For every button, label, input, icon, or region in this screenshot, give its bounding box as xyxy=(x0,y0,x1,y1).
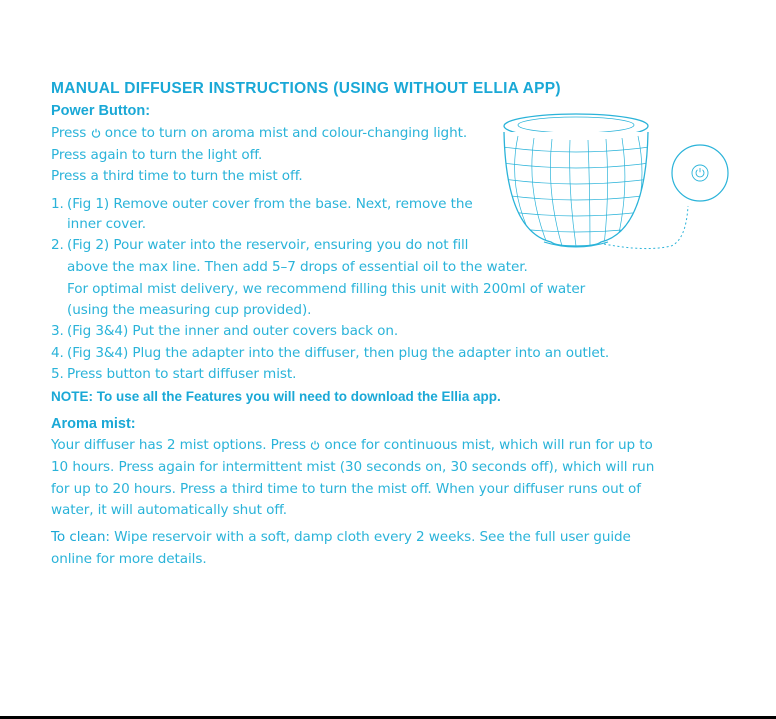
clean-label: To clean: xyxy=(51,529,110,545)
power-icon xyxy=(91,128,101,138)
power-icon xyxy=(310,440,320,450)
instructions-title: MANUAL DIFFUSER INSTRUCTIONS (USING WITHOUT ELLIA APP) xyxy=(51,80,561,97)
step-5-text: Press button to start diffuser mist. xyxy=(67,366,297,382)
clean-text: Wipe reservoir with a soft, damp cloth every 2 weeks. See the full user guide xyxy=(114,529,631,545)
clean-line-2: online for more details. xyxy=(51,551,207,567)
app-note: NOTE: To use all the Features you will need to download the Ellia app. xyxy=(51,389,501,404)
step-2-text: (Fig 2) Pour water into the reservoir, ensuring you do not fill xyxy=(67,237,469,253)
diffuser-illustration xyxy=(496,106,736,256)
aroma-line-4: water, it will automatically shut off. xyxy=(51,502,287,518)
clean-line-1 xyxy=(51,529,631,545)
step-3-number: 3. xyxy=(51,323,64,339)
power-line-1-end: once to turn on aroma mist and colour-changing light. xyxy=(104,125,468,141)
step-1-number: 1. xyxy=(51,196,64,212)
diffuser-body xyxy=(504,132,648,246)
step-3-text: (Fig 3&4) Put the inner and outer covers back on. xyxy=(67,323,399,339)
step-5-number: 5. xyxy=(51,366,64,382)
step-4-text: (Fig 3&4) Plug the adapter into the diffuser, then plug the adapter into an outlet. xyxy=(67,345,610,361)
aroma-line-3: for up to 20 hours. Press a third time to turn the mist off. When your diffuser runs out of xyxy=(51,481,641,497)
step-5 xyxy=(51,366,296,382)
step-4-number: 4. xyxy=(51,345,64,361)
aroma-line-1 xyxy=(51,437,653,453)
step-2-cont-3: (using the measuring cup provided). xyxy=(67,302,312,318)
power-heading: Power Button: xyxy=(51,103,151,119)
step-1 xyxy=(51,196,473,212)
power-line-3: Press a third time to turn the mist off. xyxy=(51,168,303,184)
aroma-heading: Aroma mist: xyxy=(51,416,136,432)
step-4 xyxy=(51,345,609,361)
power-line-1 xyxy=(51,125,467,141)
power-line-1-start: Press xyxy=(51,125,87,141)
power-line-2: Press again to turn the light off. xyxy=(51,147,263,163)
button-callout xyxy=(672,145,728,201)
step-2-cont-2: For optimal mist delivery, we recommend filling this unit with 200ml of water xyxy=(67,281,586,297)
aroma-line-1-start: Your diffuser has 2 mist options. Press xyxy=(51,437,306,453)
step-2 xyxy=(51,237,468,253)
step-2-number: 2. xyxy=(51,237,64,253)
step-3 xyxy=(51,323,398,339)
step-2-cont-1: above the max line. Then add 5–7 drops of essential oil to the water. xyxy=(67,259,528,275)
aroma-line-2: 10 hours. Press again for intermittent mist (30 seconds on, 30 seconds off), which will run xyxy=(51,459,655,475)
step-1-text: (Fig 1) Remove outer cover from the base. Next, remove the xyxy=(67,196,473,212)
aroma-line-1-end: once for continuous mist, which will run for up to xyxy=(324,437,653,453)
step-1-cont: inner cover. xyxy=(67,216,146,232)
